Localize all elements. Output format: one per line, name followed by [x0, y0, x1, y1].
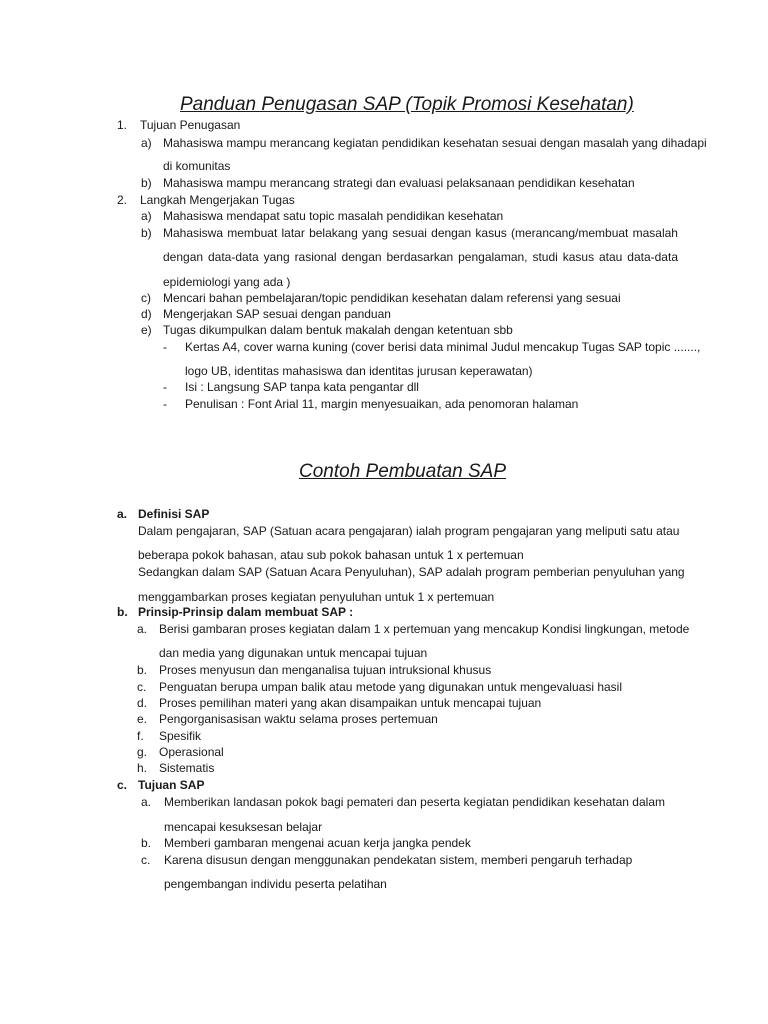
list-item-text: Operasional — [159, 745, 224, 759]
list-marker: e) — [141, 323, 152, 337]
section-marker: a. — [117, 507, 128, 521]
list-marker: b) — [141, 226, 152, 240]
word: latar — [281, 226, 305, 240]
list-marker: d) — [141, 307, 152, 321]
word: dengan — [341, 250, 382, 264]
list-number: 1. — [117, 118, 128, 132]
list-item-text: Memberikan landasan pokok bagi pemateri dan peserta kegiatan pendidikan kesehatan dalam — [164, 795, 665, 809]
document-title: Panduan Penugasan SAP (Topik Promosi Kesehatan) — [180, 94, 634, 115]
section-heading: Tujuan Penugasan — [140, 118, 241, 132]
section-marker: b. — [117, 605, 128, 619]
list-item-text: dan media yang digunakan untuk mencapai tujuan — [159, 646, 428, 660]
list-item-text: Memberi gambaran mengenai acuan kerja jangka pendek — [164, 836, 471, 850]
word: belakang — [309, 226, 358, 240]
section-heading: Tujuan SAP — [138, 778, 205, 792]
list-number: 2. — [117, 193, 128, 207]
bullet-text: Isi : Langsung SAP tanpa kata pengantar dll — [185, 380, 419, 394]
bullet-text: logo UB, identitas mahasiswa dan identitas jurusan keperawatan) — [185, 364, 533, 378]
word: yang — [362, 226, 389, 240]
word: studi — [532, 250, 558, 264]
word: membuat — [227, 226, 278, 240]
paragraph-line: Dalam pengajaran, SAP (Satuan acara pengajaran) ialah program pengajaran yang meliputi satu atau — [138, 524, 680, 538]
word: dengan — [431, 226, 472, 240]
list-item-text: di komunitas — [163, 159, 231, 173]
paragraph-line: menggambarkan proses kegiatan penyuluhan untuk 1 x pertemuan — [138, 590, 495, 604]
list-marker: b. — [141, 836, 152, 850]
list-item-text: Pengorganisasisan waktu selama proses pertemuan — [159, 712, 438, 726]
list-item-text: Mencari bahan pembelajaran/topic pendidikan kesehatan dalam referensi yang sesuai — [163, 291, 621, 305]
list-item-text: Berisi gambaran proses kegiatan dalam 1 x pertemuan yang mencakup Kondisi lingkungan, metode — [159, 622, 690, 636]
document-subtitle: Contoh Pembuatan SAP — [299, 461, 507, 482]
list-marker: f. — [137, 729, 144, 743]
word: berdasarkan — [386, 250, 454, 264]
word: data-data — [207, 250, 259, 264]
word: dengan — [163, 250, 204, 264]
word: pengalaman, — [458, 250, 528, 264]
paragraph-line: beberapa pokok bahasan, atau sub pokok bahasan untuk 1 x pertemuan — [138, 548, 524, 562]
list-item-text: Proses menyusun dan menganalisa tujuan intruksional khusus — [159, 663, 492, 677]
list-item-text: epidemiologi yang ada ) — [163, 275, 291, 289]
word: masalah — [632, 226, 678, 240]
section-heading: Definisi SAP — [138, 507, 210, 521]
section-marker: c. — [117, 778, 128, 792]
word: data-data — [627, 250, 678, 264]
section-heading: Prinsip-Prinsip dalam membuat SAP : — [138, 605, 354, 619]
dash-marker: - — [163, 340, 167, 354]
list-item-text: Mengerjakan SAP sesuai dengan panduan — [163, 307, 391, 321]
bullet-text: Penulisan : Font Arial 11, margin menyesuaikan, ada penomoran halaman — [185, 397, 579, 411]
section-heading: Langkah Mengerjakan Tugas — [140, 193, 295, 207]
list-item-text: Mahasiswa mampu merancang strategi dan evaluasi pelaksanaan pendidikan kesehatan — [163, 176, 635, 190]
justified-line — [163, 250, 678, 264]
justified-line — [163, 226, 678, 240]
list-marker: g. — [137, 745, 148, 759]
list-marker: c) — [141, 291, 151, 305]
dash-marker: - — [163, 380, 167, 394]
list-item-text: Proses pemilihan materi yang akan disampaikan untuk mencapai tujuan — [159, 696, 542, 710]
list-item-text: Mahasiswa mampu merancang kegiatan pendidikan kesehatan sesuai dengan masalah yang dihadapi — [163, 136, 707, 150]
list-item-text: Spesifik — [159, 729, 202, 743]
list-marker: b. — [137, 663, 148, 677]
word: sesuai — [392, 226, 427, 240]
word: rasional — [294, 250, 337, 264]
word: kasus — [562, 250, 595, 264]
list-item-text: mencapai kesuksesan belajar — [164, 820, 323, 834]
list-marker: a. — [137, 622, 148, 636]
list-item-text: Tugas dikumpulkan dalam bentuk makalah dengan ketentuan sbb — [163, 323, 513, 337]
list-marker: h. — [137, 761, 148, 775]
dash-marker: - — [163, 397, 167, 411]
word: Mahasiswa — [163, 226, 224, 240]
word: atau — [599, 250, 623, 264]
list-marker: d. — [137, 696, 148, 710]
word: kasus — [475, 226, 507, 240]
list-item-text: Sistematis — [159, 761, 215, 775]
paragraph-line: Sedangkan dalam SAP (Satuan Acara Penyuluhan), SAP adalah program pemberian penyuluhan yang — [138, 565, 685, 579]
list-item-text: Mahasiswa mendapat satu topic masalah pendidikan kesehatan — [163, 209, 504, 223]
list-marker: c. — [141, 853, 151, 867]
bullet-text: Kertas A4, cover warna kuning (cover berisi data minimal Judul mencakup Tugas SAP topic ......., — [185, 340, 701, 354]
word: yang — [263, 250, 290, 264]
list-marker: a) — [141, 209, 152, 223]
list-marker: c. — [137, 680, 147, 694]
list-item-text: Karena disusun dengan menggunakan pendekatan sistem, memberi pengaruh terhadap — [164, 853, 633, 867]
list-marker: a. — [141, 795, 152, 809]
list-marker: b) — [141, 176, 152, 190]
list-marker: e. — [137, 712, 148, 726]
list-item-text: Penguatan berupa umpan balik atau metode yang digunakan untuk mengevaluasi hasil — [159, 680, 622, 694]
list-item-text: pengembangan individu peserta pelatihan — [164, 877, 387, 891]
word: (merancang/membuat — [511, 226, 629, 240]
list-marker: a) — [141, 136, 152, 150]
